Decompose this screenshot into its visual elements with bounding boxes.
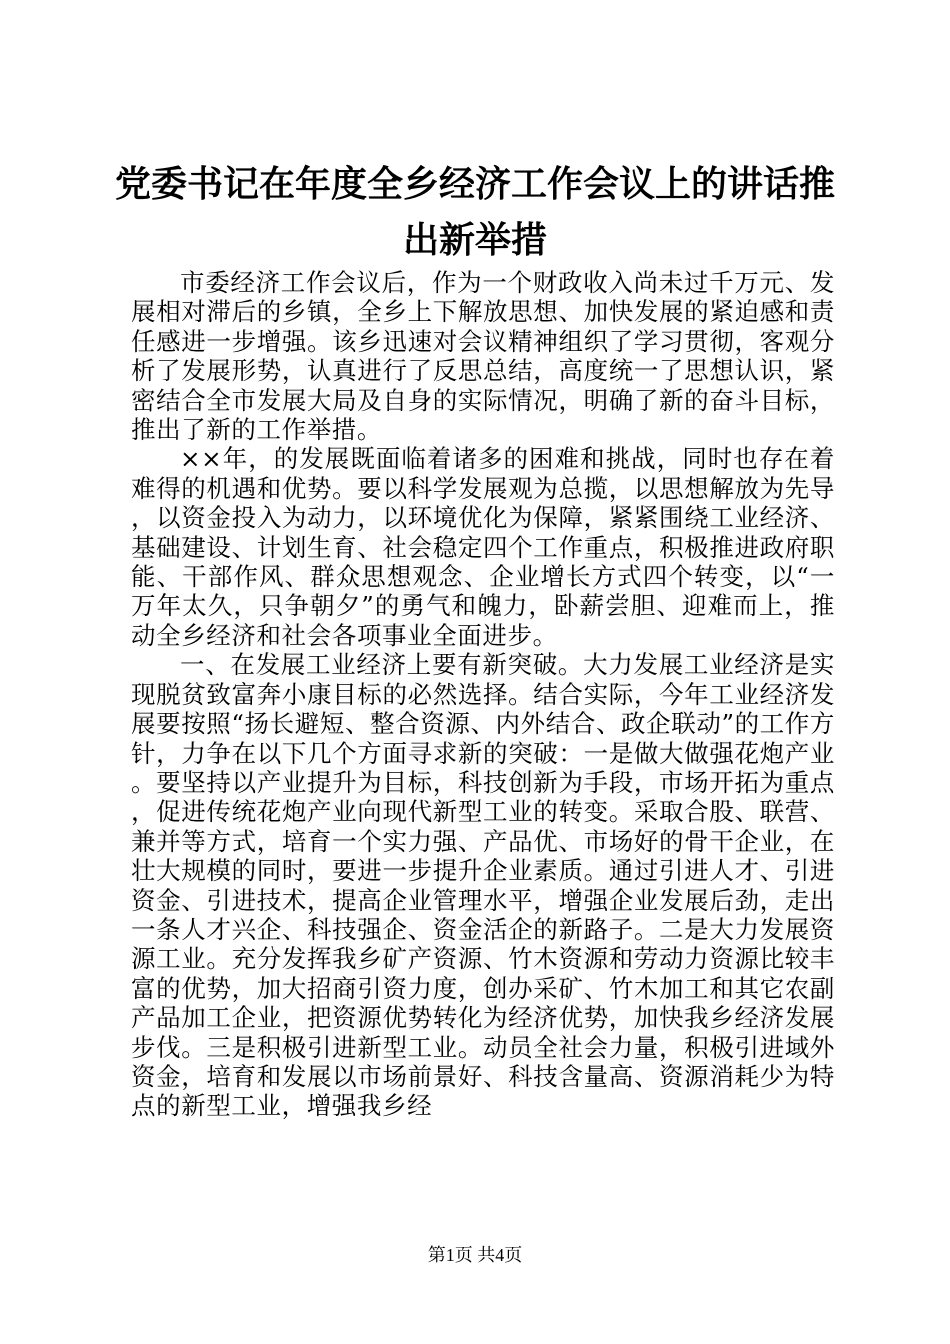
- paragraph: 市委经济工作会议后，作为一个财政收入尚未过千万元、发展相对滞后的乡镇，全乡上下解放思想、加快发展的紧迫感和责任感进一步增强。该乡迅速对会议精神组织了学习贯彻，客观分析了发展形势，认真进行了反思总结，高度统一了思想认识，紧密结合全市发展大局及自身的实际情况，明确了新的奋斗目标，推出了新的工作举措。: [131, 268, 835, 445]
- paragraph: 一、在发展工业经济上要有新突破。大力发展工业经济是实现脱贫致富奔小康目标的必然选择。结合实际，今年工业经济发展要按照“扬长避短、整合资源、内外结合、政企联动”的工作方针，力争在以下几个方面寻求新的突破：一是做大做强花炮产业。要坚持以产业提升为目标，科技创新为手段，市场开拓为重点，促进传统花炮产业向现代新型工业的转变。采取合股、联营、兼并等方式，培育一个实力强、产品优、市场好的骨干企业，在壮大规模的同时，要进一步提升企业素质。通过引进人才、引进资金、引进技术，提高企业管理水平，增强企业发展后劲，走出一条人才兴企、科技强企、资金活企的新路子。二是大力发展资源工业。充分发挥我乡矿产资源、竹木资源和劳动力资源比较丰富的优势，加大招商引资力度，创办采矿、竹木加工和其它农副产品加工企业，把资源优势转化为经济优势，加快我乡经济发展步伐。三是积极引进新型工业。动员全社会力量，积极引进域外资金，培育和发展以市场前景好、科技含量高、资源消耗少为特点的新型工业，增强我乡经: [131, 650, 835, 1121]
- title-line-1: 党委书记在年度全乡经济工作会议上的讲话推: [114, 163, 835, 205]
- document-title: [100, 156, 850, 268]
- title-line-2: 出新举措: [402, 219, 547, 261]
- paragraph: ××年，的发展既面临着诸多的困难和挑战，同时也存在着难得的机遇和优势。要以科学发展观为总揽，以思想解放为先导，以资金投入为动力，以环境优化为保障，紧紧围绕工业经济、基础建设、计划生育、社会稳定四个工作重点，积极推进政府职能、干部作风、群众思想观念、企业增长方式四个转变，以“一万年太久，只争朝夕”的勇气和魄力，卧薪尝胆、迎难而上，推动全乡经济和社会各项事业全面进步。: [131, 444, 835, 650]
- document-body: [131, 268, 835, 1121]
- page-number-footer: 第1页 共4页: [427, 1245, 523, 1265]
